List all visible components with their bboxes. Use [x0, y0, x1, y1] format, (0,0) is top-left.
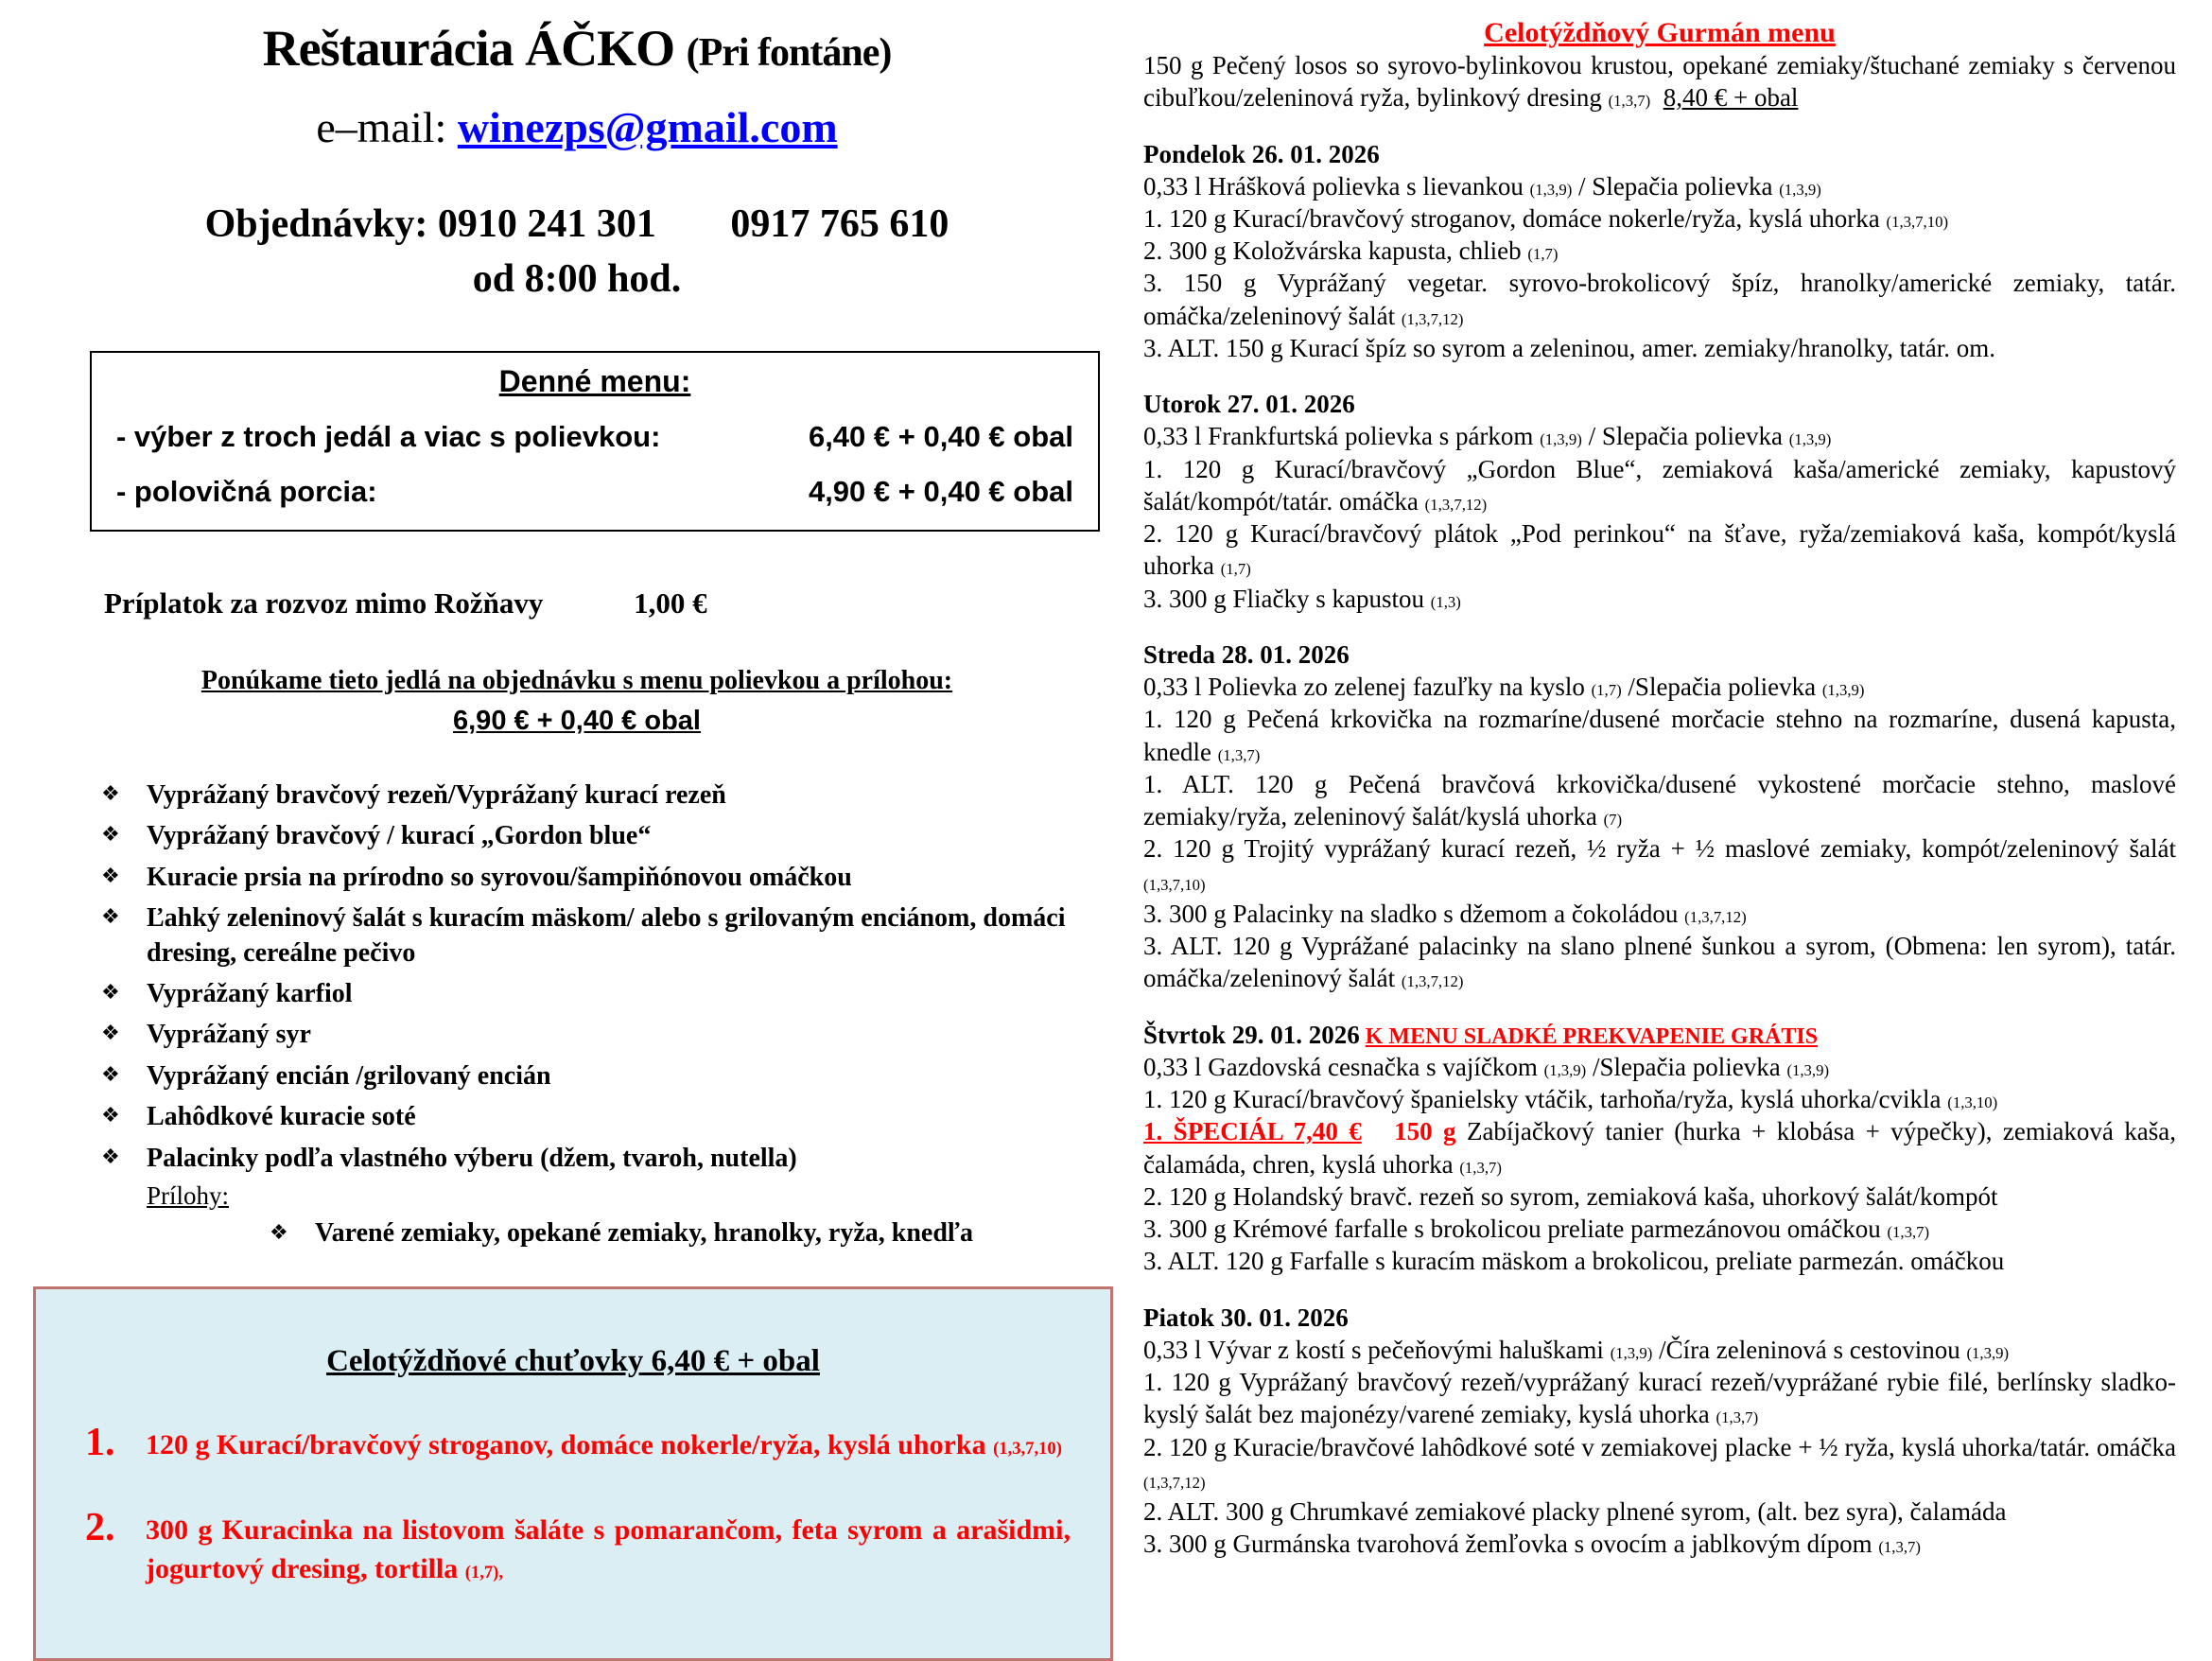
daily-menu-row: [116, 475, 1073, 509]
text-segment: 3. 300 g Gurmánska tvarohová žemľovka s ovocím a jablkovým dípom: [1143, 1530, 1879, 1559]
text-segment: 1. 120 g Vyprážaný bravčový rezeň/vyprážaný kurací rezeň/vyprážané rybie filé, berlínsky sladko-kyslý šalát bez majonézy/varené zemiaky, kyslá uhorka: [1143, 1368, 2176, 1429]
day-heading: [1143, 140, 2176, 169]
dish-text: Vyprážaný bravčový rezeň/Vyprážaný kurací rezeň: [147, 780, 726, 810]
day-name: Pondelok 26. 01. 2026: [1143, 139, 1380, 168]
menu-line: [1143, 930, 2176, 995]
text-segment: (1,3,7): [1608, 92, 1651, 111]
menu-line: [1143, 1366, 2176, 1431]
menu-line: [1143, 1334, 2176, 1366]
text-segment: (1,3,7,10): [993, 1438, 1062, 1459]
text-segment: 2. 120 g Kurací/bravčový plátok „Pod perinkou“ na šťave, ryža/zemiaková kaša, kompót/kyslá uhorka: [1143, 519, 2176, 581]
menu-line: [1143, 267, 2176, 332]
restaurant-name: Reštaurácia ÁČKO: [262, 20, 675, 77]
dish-text: Ľahký zeleninový šalát s kuracím mäskom/ alebo s grilovaným enciánom, domáci dresing, cereálne pečivo: [147, 903, 1066, 968]
dish-text: Palacinky podľa vlastného výberu (džem, tvaroh, nutella): [147, 1143, 797, 1173]
dish-text: Vyprážaný encián /grilovaný encián: [147, 1060, 551, 1091]
text-segment: (1,3,7,10): [1143, 875, 1206, 894]
sides-heading: [147, 1181, 1121, 1211]
day-name: Streda 28. 01. 2026: [1143, 639, 1350, 669]
order-offer-line1: [33, 666, 1121, 696]
day-section-streda: [1143, 640, 2176, 995]
menu-line: [1143, 453, 2176, 518]
day-name: Piatok 30. 01. 2026: [1143, 1303, 1349, 1332]
daily-menu-row: [116, 420, 1073, 454]
menu-line: [1143, 1431, 2176, 1496]
day-name: Štvrtok 29. 01. 2026: [1143, 1020, 1360, 1049]
text-segment: 3. 150 g Vyprážaný vegetar. syrovo-brokolicový špíz, hranolky/americké zemiaky, tatár. omáčka/zeleninový šalát: [1143, 269, 2176, 330]
day-name: Utorok 27. 01. 2026: [1143, 390, 1355, 419]
menu-line: [1143, 832, 2176, 898]
diamond-bullet-icon: ❖: [101, 905, 120, 930]
email-link[interactable]: winezps@gmail.com: [457, 103, 838, 151]
weekly-snacks-heading-text: Celotýždňové chuťovky 6,40 € + obal: [326, 1343, 820, 1378]
text-segment: 0,33 l Polievka zo zelenej fazuľky na kyslo: [1143, 672, 1592, 701]
menu-line: [1143, 1245, 2176, 1277]
diamond-bullet-icon: ❖: [101, 1062, 120, 1087]
text-segment: 1. 120 g Kurací/bravčový španielsky vtáčik, tarhoňa/ryža, kyslá uhorka/cvikla: [1143, 1085, 1948, 1114]
dish-text: Lahôdkové kuracie soté: [147, 1102, 416, 1132]
text-segment: (1,3,9): [1529, 180, 1573, 199]
list-item: [101, 977, 1121, 1011]
list-item: [101, 861, 1121, 895]
text-segment: (1,3,9): [1966, 1343, 2010, 1362]
text-segment: (1,3,9): [1543, 1060, 1587, 1079]
surcharge-label: Príplatok za rozvoz mimo Rožňavy: [104, 586, 544, 620]
day-heading: [1143, 1021, 2176, 1050]
text-segment: 3. ALT. 150 g Kurací špíz so syrom a zeleninou, amer. zemiaky/hranolky, tatár. om.: [1143, 333, 1996, 362]
menu-line: [1143, 420, 2176, 452]
text-segment: 2. ALT. 300 g Chrumkavé zemiakové placky plnené syrom, (alt. bez syra), čalamáda: [1143, 1497, 2007, 1527]
text-segment: /Slepačia polievka: [1586, 1052, 1787, 1081]
text-segment: (1,3,7,10): [1886, 212, 1949, 231]
item-text: [146, 1423, 1062, 1465]
text-segment: (1,3,7): [1716, 1408, 1759, 1427]
weekly-snack-item: [85, 1508, 1071, 1588]
orders-label: Objednávky:: [204, 202, 428, 246]
text-segment: 150 g: [1394, 1117, 1456, 1146]
text-segment: (1,3,7,12): [1401, 309, 1464, 328]
list-item: [101, 901, 1121, 970]
diamond-bullet-icon: ❖: [101, 980, 120, 1005]
dish-text: Vyprážaný karfiol: [147, 978, 353, 1008]
diamond-bullet-icon: ❖: [101, 782, 120, 806]
text-segment: (1,3,9): [1786, 1060, 1830, 1079]
order-offer: [33, 666, 1121, 737]
order-offer-line2: [33, 706, 1121, 737]
menu-line: [1143, 1495, 2176, 1528]
text-segment: 1. 120 g Kurací/bravčový „Gordon Blue“, zemiaková kaša/americké zemiaky, kapustový šalát/kompót/tatár. omáčka: [1143, 454, 2176, 516]
text-segment: (1,3,7): [1459, 1158, 1502, 1177]
text-segment: (1,3,7,12): [1424, 495, 1488, 514]
text-segment: 2. 120 g Holandský bravč. rezeň so syrom, zemiaková kaša, uhorkový šalát/kompót: [1143, 1181, 1998, 1211]
order-offer-price: 6,90 € + 0,40 € obal: [453, 706, 701, 736]
text-segment: 1. ŠPECIÁL 7,40 €: [1143, 1117, 1362, 1146]
list-item: [101, 1018, 1121, 1052]
text-segment: 1. ALT. 120 g Pečená bravčová krkovička/dusené vykostené morčacie stehno, maslové zemiaky/ryža, zeleninový šalát/kyslá uhorka: [1143, 769, 2176, 831]
list-item: [101, 1059, 1121, 1093]
diamond-bullet-icon: ❖: [270, 1220, 288, 1245]
text-segment: 3. ALT. 120 g Farfalle s kuracím mäskom a brokolicou, preliate parmezán. omáčkou: [1143, 1247, 2005, 1276]
daily-menu-heading-text: Denné menu:: [498, 364, 691, 398]
menu-line: [1143, 1115, 2176, 1180]
daily-menu-box: [90, 351, 1100, 532]
sides-text: Varené zemiaky, opekané zemiaky, hranolky, ryža, knedľa: [315, 1217, 974, 1248]
text-segment: (1,3): [1430, 592, 1461, 611]
day-section-piatok: [1143, 1303, 2176, 1561]
free-dessert-badge: K MENU SLADKÉ PREKVAPENIE GRÁTIS: [1365, 1023, 1819, 1049]
dish-text: Kuracie prsia na prírodno so syrovou/šampiňónovou omáčkou: [147, 862, 852, 892]
diamond-bullet-icon: ❖: [101, 1104, 120, 1128]
text-segment: (1,3,9): [1821, 680, 1865, 699]
text-segment: 150 g Pečený losos so syrovo-bylinkovou krustou, opekané zemiaky/štuchané zemiaky s červenou cibuľkou/zeleninová ryža, bylinkový dresing: [1143, 51, 2176, 113]
day-heading: [1143, 640, 2176, 670]
text-segment: / Slepačia polievka: [1572, 171, 1780, 201]
text-segment: 0,33 l Frankfurtská polievka s párkom: [1143, 422, 1541, 451]
email-label: e–mail:: [316, 103, 447, 151]
text-segment: 2. 120 g Trojitý vyprážaný kurací rezeň, ½ ryža + ½ maslové zemiaky, kompót/zeleninový šalát: [1143, 834, 2176, 864]
menu-line: [1143, 703, 2176, 768]
daily-menu-row-label: - výber z troch jedál a viac s polievkou:: [116, 420, 661, 453]
list-item: [101, 778, 1121, 813]
menu-line: [1143, 202, 2176, 235]
menu-line: [1143, 170, 2176, 202]
phone-number-2: 0917 765 610: [730, 202, 949, 246]
day-heading: [1143, 1303, 2176, 1333]
text-segment: (1,3,10): [1947, 1093, 1998, 1112]
gourmet-intro: [1143, 49, 2176, 114]
day-section-stvrtok: [1143, 1021, 2176, 1278]
menu-line: [1143, 1180, 2176, 1213]
list-item: [101, 1142, 1121, 1176]
text-segment: 1. 120 g Kurací/bravčový stroganov, domáce nokerle/ryža, kyslá uhorka: [1143, 203, 1887, 233]
text-segment: (7): [1603, 811, 1623, 830]
text-segment: (1,3,7): [1878, 1538, 1921, 1557]
menu-line: [1143, 332, 2176, 364]
dish-text: Vyprážaný syr: [147, 1020, 311, 1050]
menu-line: [1143, 235, 2176, 267]
dish-text: Vyprážaný bravčový / kurací „Gordon blue“: [147, 821, 652, 851]
left-column: [33, 13, 1121, 1584]
text-segment: (1,7): [1220, 560, 1251, 579]
text-segment: (1,7),: [464, 1562, 504, 1582]
restaurant-subtitle: (Pri fontáne): [686, 31, 892, 75]
text-segment: 3. ALT. 120 g Vyprážané palacinky na slano plnené šunkou a syrom, (Obmena: len syrom), tatár. omáčka/zeleninový šalát: [1143, 932, 2176, 993]
weekly-snack-item: [85, 1420, 1071, 1465]
text-segment: 2. 120 g Kuracie/bravčové lahôdkové soté v zemiakovej placke + ½ ryža, kyslá uhorka/tatár. omáčka: [1143, 1432, 2176, 1461]
menu-line: [1143, 583, 2176, 615]
day-heading: [1143, 390, 2176, 419]
text-segment: 8,40 € + obal: [1663, 83, 1799, 113]
text-segment: 3. 300 g Krémové farfalle s brokolicou preliate parmezánovou omáčkou: [1143, 1215, 1888, 1244]
text-segment: / Slepačia polievka: [1581, 422, 1789, 451]
text-segment: /Číra zeleninová s cestovinou: [1652, 1335, 1967, 1364]
diamond-bullet-icon: ❖: [101, 823, 120, 848]
text-segment: (1,3,9): [1779, 180, 1821, 199]
text-segment: (1,3,7,12): [1401, 972, 1464, 991]
text-segment: [1650, 83, 1663, 112]
text-segment: (1,3,9): [1788, 430, 1832, 449]
gourmet-menu-heading-text: Celotýždňový Gurmán menu: [1484, 17, 1836, 48]
orders-line: [33, 201, 1121, 247]
menu-line: [1143, 898, 2176, 930]
weekly-snacks-heading: [36, 1344, 1110, 1379]
text-segment: (1,7): [1591, 680, 1622, 699]
day-section-utorok: [1143, 390, 2176, 615]
menu-line: [1143, 1051, 2176, 1083]
daily-menu-row-price: 4,90 € + 0,40 € obal: [808, 475, 1073, 508]
item-number: 2.: [85, 1506, 115, 1550]
menu-line: [1143, 1528, 2176, 1560]
item-text: [146, 1508, 1071, 1588]
daily-menu-row-label: - polovičná porcia:: [116, 475, 377, 508]
order-offer-text: Ponúkame tieto jedlá na objednávku s menu polievkou a prílohou:: [200, 666, 953, 695]
text-segment: 1. 120 g Pečená krkovička na rozmaríne/dusené morčacie stehno na rozmaríne, dusená kapusta, knedle: [1143, 705, 2176, 766]
opening-time: od 8:00 hod.: [472, 257, 682, 301]
item-number: 1.: [85, 1420, 115, 1464]
diamond-bullet-icon: ❖: [101, 1145, 120, 1169]
menu-line: [1143, 1083, 2176, 1115]
text-segment: /Slepačia polievka: [1621, 672, 1822, 701]
sides-heading-text: Prílohy:: [147, 1180, 230, 1210]
menu-line: [1143, 1213, 2176, 1245]
text-segment: (1,3,7): [1887, 1223, 1930, 1242]
text-segment: [1362, 1117, 1394, 1145]
text-segment: Zabíjačkový tanier (hurka + klobása + výpečky), zemiaková kaša, čalamáda, chren, kyslá uhorka: [1143, 1117, 2177, 1179]
text-segment: (1,3,9): [1540, 430, 1582, 449]
phone-number-1: 0910 241 301: [437, 202, 656, 246]
menu-line: [1143, 671, 2176, 703]
text-segment: 120 g Kurací/bravčový stroganov, domáce nokerle/ryža, kyslá uhorka: [146, 1428, 994, 1460]
email-line: [33, 102, 1121, 152]
diamond-bullet-icon: ❖: [101, 864, 120, 888]
menu-line: [1143, 517, 2176, 583]
list-item: [101, 1100, 1121, 1134]
text-segment: 0,33 l Vývar z kostí s pečeňovými haluškami: [1143, 1335, 1611, 1364]
text-segment: 2. 300 g Koložvárska kapusta, chlieb: [1143, 236, 1528, 266]
restaurant-title: [33, 19, 1121, 78]
text-segment: (1,3,9): [1610, 1343, 1653, 1362]
weekly-snacks-box: [33, 1286, 1113, 1661]
text-segment: (1,3,7): [1217, 745, 1261, 764]
text-segment: (1,3,7,12): [1684, 907, 1747, 926]
gourmet-menu-heading: [1143, 17, 2176, 49]
right-column: [1143, 13, 2184, 1565]
surcharge-price: 1,00 €: [634, 586, 707, 620]
delivery-surcharge: [104, 586, 1121, 621]
daily-menu-heading: [116, 364, 1073, 399]
text-segment: 0,33 l Hrášková polievka s lievankou: [1143, 171, 1530, 201]
daily-menu-row-price: 6,40 € + 0,40 € obal: [808, 420, 1073, 453]
day-section-pondelok: [1143, 140, 2176, 365]
dish-list: [101, 778, 1121, 1176]
text-segment: 300 g Kuracinka na listovom šaláte s pomarančom, feta syrom a arašidmi, jogurtový dresing, tortilla: [146, 1514, 1071, 1584]
sides-item: [270, 1218, 1121, 1249]
text-segment: (1,3,7,12): [1143, 1473, 1206, 1492]
text-segment: (1,7): [1527, 245, 1559, 264]
text-segment: 3. 300 g Palacinky na sladko s džemom a čokoládou: [1143, 899, 1685, 928]
diamond-bullet-icon: ❖: [101, 1022, 120, 1046]
text-segment: 0,33 l Gazdovská cesnačka s vajíčkom: [1143, 1052, 1544, 1081]
list-item: [101, 819, 1121, 853]
menu-line: [1143, 768, 2176, 833]
text-segment: 3. 300 g Fliačky s kapustou: [1143, 584, 1431, 613]
